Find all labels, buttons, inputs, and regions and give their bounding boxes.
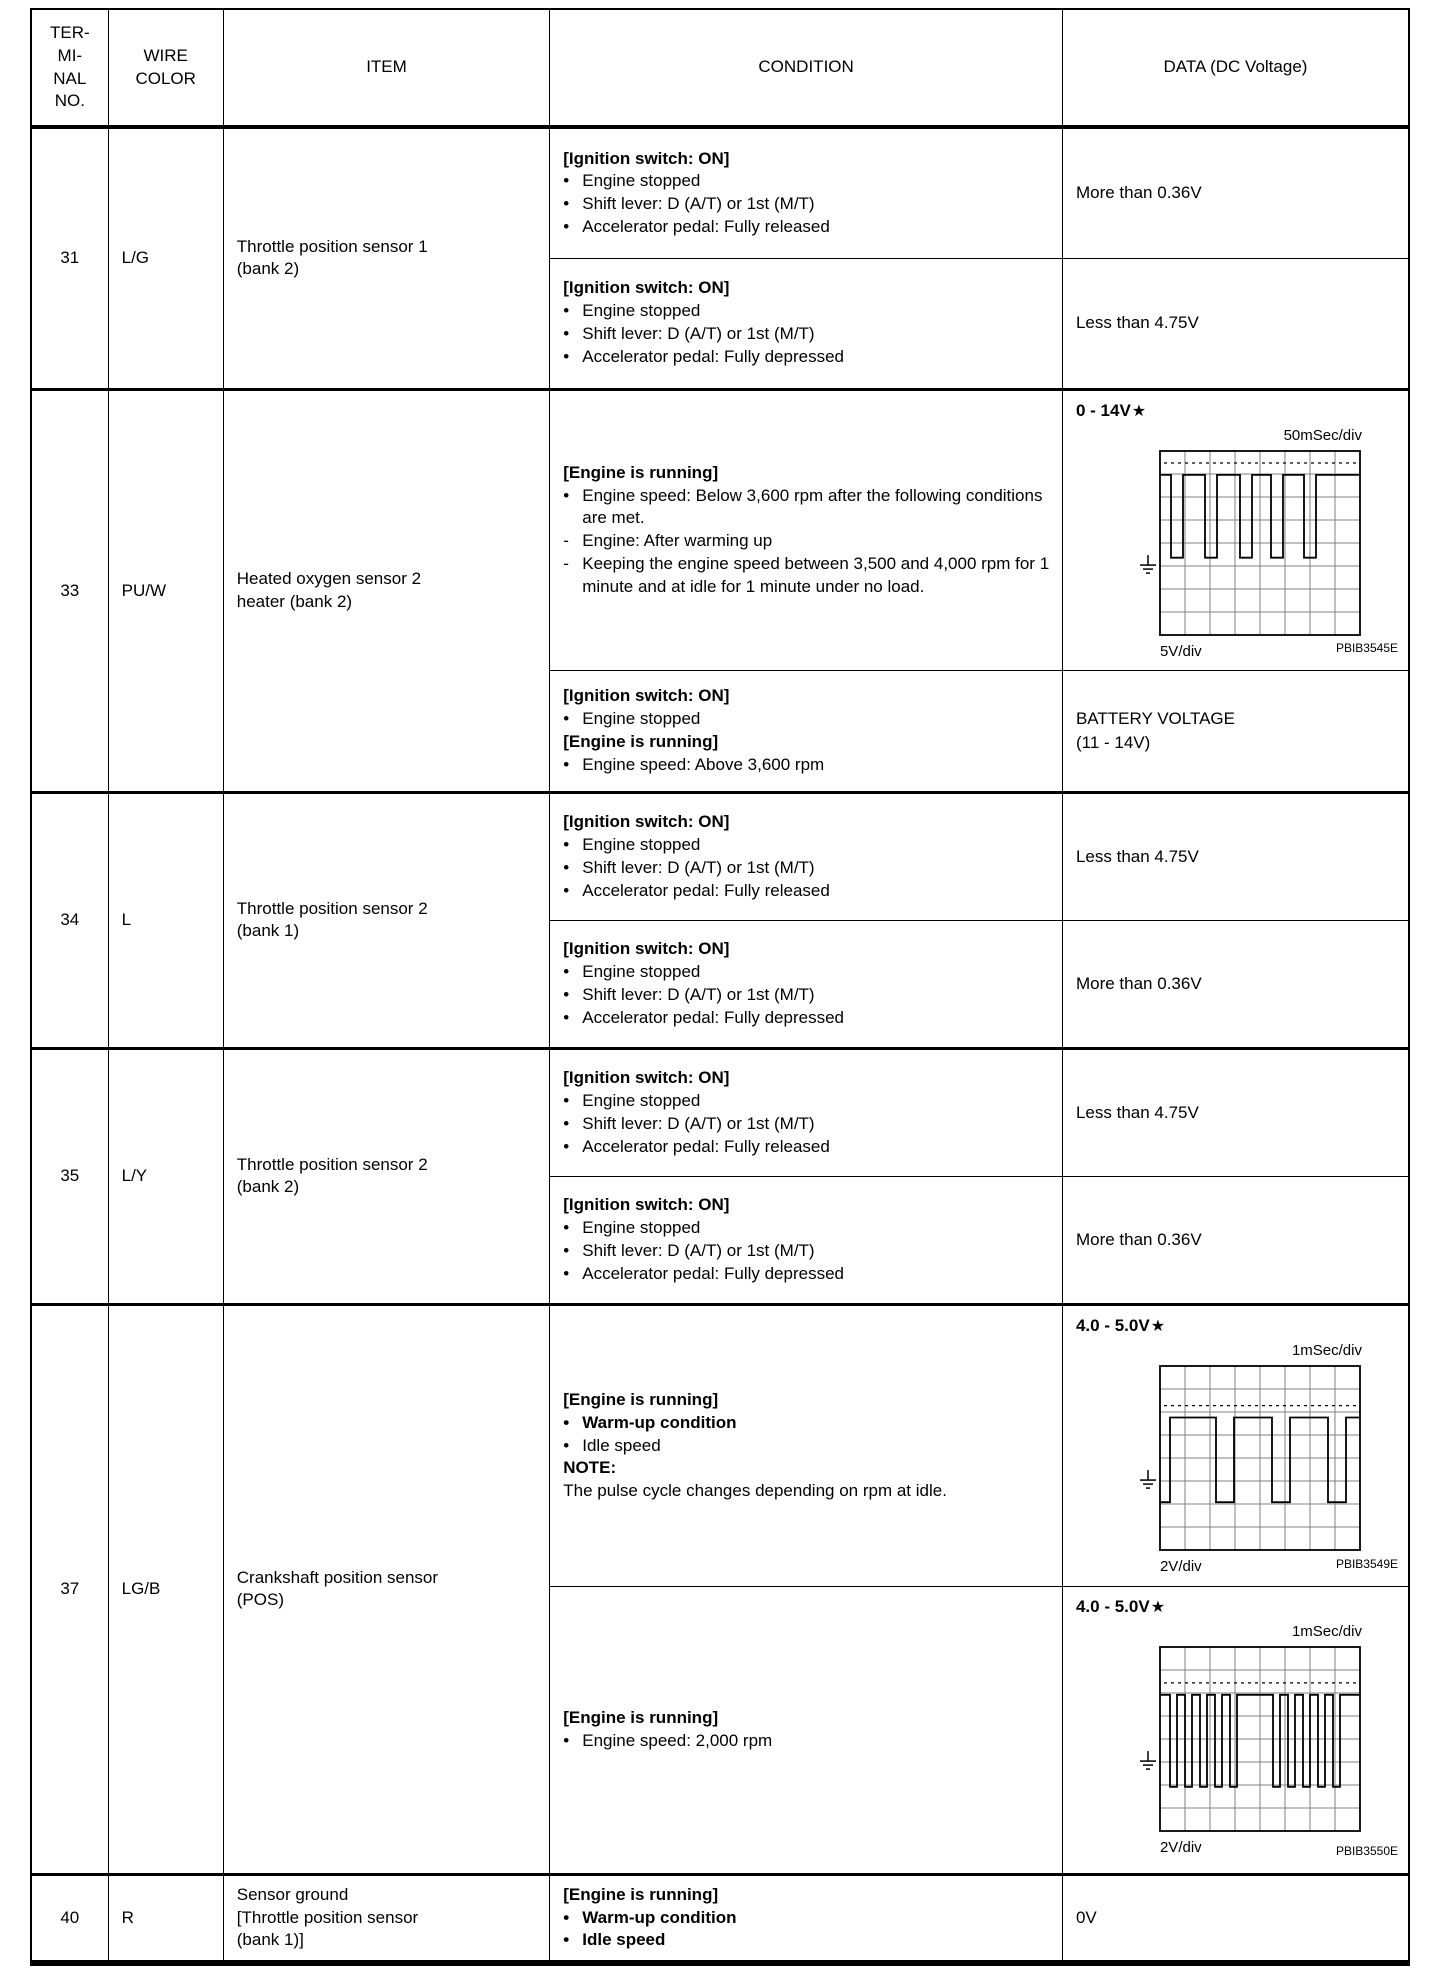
bullet-marker-icon: • — [563, 324, 570, 343]
table-row — [31, 792, 1409, 920]
bullet-marker-icon: • — [563, 1263, 570, 1283]
wire-color: LG/B — [121, 1579, 161, 1599]
volts-per-div-label: 2V/div — [1159, 1839, 1202, 1857]
volts-per-div-label: 5V/div — [1159, 642, 1202, 660]
star-icon: ★ — [1131, 402, 1147, 420]
condition-bullet-line — [563, 984, 1052, 1007]
wire-color-cell — [108, 127, 223, 389]
bullet-marker-icon: • — [563, 1091, 570, 1111]
wire-color-cell — [108, 1048, 223, 1304]
wire-color-cell — [108, 792, 223, 1048]
condition-text: Accelerator pedal: Fully depressed — [582, 1007, 844, 1027]
voltage-range-label — [1076, 1314, 1398, 1338]
header-line: WIRE — [143, 45, 188, 65]
condition-text: Engine stopped — [582, 1218, 701, 1238]
condition-bullet-line — [563, 1240, 1052, 1263]
condition-text: Accelerator pedal: Fully released — [582, 880, 830, 900]
col-header-condition — [550, 9, 1063, 127]
data-value-line: More than 0.36V — [1075, 1229, 1202, 1249]
condition-header-text: [Engine is running] — [563, 731, 719, 751]
condition-text: Engine stopped — [582, 962, 701, 982]
condition-text: Engine stopped — [582, 709, 701, 729]
terminal-no-cell — [31, 1048, 108, 1304]
item-cell — [223, 1304, 549, 1874]
ground-symbol-icon — [1140, 1751, 1156, 1769]
bullet-marker-icon: • — [563, 1730, 570, 1750]
item-line: heater (bank 2) — [236, 591, 353, 611]
volts-per-div-label: 2V/div — [1159, 1558, 1202, 1576]
bullet-marker-icon: • — [563, 984, 570, 1004]
condition-bullet-line — [563, 1217, 1052, 1240]
condition-bullet-line — [563, 1136, 1052, 1159]
oscilloscope-screen — [1138, 1362, 1366, 1554]
condition-header-text: [Ignition switch: ON] — [563, 686, 730, 706]
data-value-line: More than 0.36V — [1075, 183, 1202, 203]
bullet-marker-icon: • — [563, 754, 570, 774]
item-cell — [223, 792, 549, 1048]
col-header-item — [223, 9, 549, 127]
condition-bullet-line — [563, 857, 1052, 880]
condition-cell — [550, 1176, 1063, 1304]
terminal-no-cell — [31, 1874, 108, 1963]
item-line: Crankshaft position sensor — [236, 1567, 439, 1587]
figure-code: PBIB3550E — [1335, 1844, 1398, 1859]
ground-symbol-icon — [1140, 555, 1156, 573]
bullet-marker-icon: • — [563, 301, 570, 321]
condition-bullet-line — [563, 1412, 1052, 1435]
data-value-line: BATTERY VOLTAGE — [1075, 709, 1235, 729]
item-line: (bank 2) — [236, 1177, 300, 1197]
condition-text: Warm-up condition — [582, 1412, 737, 1432]
condition-cell — [550, 389, 1063, 670]
header-line: ITEM — [366, 57, 407, 77]
condition-bullet-line — [563, 834, 1052, 857]
bullet-marker-icon: • — [563, 194, 570, 214]
wire-color: L — [121, 910, 132, 930]
item-cell — [223, 1048, 549, 1304]
star-icon: ★ — [1150, 1317, 1166, 1335]
item-line: (bank 1) — [236, 921, 300, 941]
bullet-marker-icon: • — [563, 1435, 570, 1455]
condition-bullet-line — [563, 1263, 1052, 1286]
table-row — [31, 389, 1409, 670]
oscilloscope-figure — [1138, 425, 1366, 662]
condition-cell — [550, 1874, 1063, 1963]
condition-bullet-line — [563, 754, 1052, 777]
data-value-line: More than 0.36V — [1075, 973, 1202, 993]
item-line: Throttle position sensor 2 — [236, 1154, 428, 1174]
item-line: Throttle position sensor 2 — [236, 898, 428, 918]
data-scope-cell — [1062, 1586, 1409, 1874]
condition-text: Shift lever: D (A/T) or 1st (M/T) — [582, 857, 815, 877]
oscilloscope-figure — [1138, 1621, 1366, 1858]
col-header-data — [1062, 9, 1409, 127]
condition-text: Keeping the engine speed between 3,500 and 4,000 rpm for 1 minute and at idle for 1 minute under no load. — [582, 553, 1050, 596]
header-line: DATA (DC Voltage) — [1163, 57, 1308, 77]
terminal-no: 40 — [60, 1908, 80, 1928]
header-line: MI- — [57, 45, 83, 65]
condition-header-text: [Engine is running] — [563, 1389, 719, 1409]
bullet-marker-icon: • — [563, 1113, 570, 1133]
table-body — [31, 127, 1409, 1963]
condition-bullet-line — [563, 1090, 1052, 1113]
condition-text: Engine stopped — [582, 171, 701, 191]
bullet-marker-icon: • — [563, 709, 570, 729]
condition-text: Accelerator pedal: Fully released — [582, 1136, 830, 1156]
condition-header-text: [Ignition switch: ON] — [563, 278, 730, 298]
ground-symbol-icon — [1140, 1470, 1156, 1488]
time-per-div-label: 1mSec/div — [1291, 1342, 1362, 1360]
voltage-range-value: 0 - 14V — [1075, 400, 1131, 420]
condition-text: Engine speed: Above 3,600 rpm — [582, 754, 825, 774]
condition-cell — [550, 258, 1063, 389]
bullet-marker-icon: • — [563, 1240, 570, 1260]
header-line: COLOR — [135, 68, 196, 88]
condition-bullet-line — [563, 1435, 1052, 1458]
col-header-wire-color — [108, 9, 223, 127]
terminal-no-cell — [31, 127, 108, 389]
condition-header-text: [Engine is running] — [563, 1708, 719, 1728]
data-scope-cell — [1062, 1304, 1409, 1586]
bullet-marker-icon: • — [563, 485, 570, 505]
oscilloscope-figure — [1138, 1340, 1366, 1577]
oscilloscope-screen — [1138, 1643, 1366, 1835]
data-value-cell — [1062, 1874, 1409, 1963]
condition-text: Idle speed — [582, 1930, 666, 1950]
condition-bullet-line — [563, 323, 1052, 346]
time-per-div-label: 1mSec/div — [1291, 1623, 1362, 1641]
figure-code: PBIB3549E — [1335, 1557, 1398, 1572]
condition-text: Shift lever: D (A/T) or 1st (M/T) — [582, 984, 815, 1004]
wire-color: PU/W — [121, 580, 166, 600]
condition-text: Accelerator pedal: Fully depressed — [582, 1263, 844, 1283]
terminal-no-cell — [31, 389, 108, 792]
condition-bullet-line — [563, 1929, 1052, 1952]
data-value-line: (11 - 14V) — [1075, 732, 1151, 752]
header-line: NAL — [53, 68, 87, 88]
bullet-marker-icon: • — [563, 1136, 570, 1156]
bullet-marker-icon: • — [563, 1007, 570, 1027]
header-line: TER- — [49, 22, 90, 42]
bullet-marker-icon: • — [563, 1930, 570, 1950]
condition-text: Shift lever: D (A/T) or 1st (M/T) — [582, 1240, 815, 1260]
condition-bullet-line — [563, 300, 1052, 323]
condition-bullet-line — [563, 346, 1052, 369]
data-value-cell — [1062, 1176, 1409, 1304]
data-scope-cell — [1062, 389, 1409, 670]
wire-color: L/Y — [121, 1166, 148, 1186]
data-value-line: Less than 4.75V — [1075, 846, 1199, 866]
condition-text: Engine stopped — [582, 1091, 701, 1111]
condition-header-text: [Engine is running] — [563, 462, 719, 482]
voltage-range-label — [1076, 1595, 1398, 1619]
terminal-no: 31 — [60, 248, 80, 268]
condition-text: Engine stopped — [582, 835, 701, 855]
condition-bullet-line — [563, 485, 1052, 531]
condition-cell — [550, 1586, 1063, 1874]
item-line: [Throttle position sensor — [236, 1907, 419, 1927]
condition-text: Shift lever: D (A/T) or 1st (M/T) — [582, 194, 815, 214]
item-cell — [223, 127, 549, 389]
condition-bullet-line — [563, 708, 1052, 731]
table-row — [31, 1304, 1409, 1586]
condition-header-text: [Engine is running] — [563, 1884, 719, 1904]
condition-text: Idle speed — [582, 1435, 661, 1455]
bullet-marker-icon: • — [563, 857, 570, 877]
wire-color: R — [121, 1908, 134, 1928]
table-row — [31, 1874, 1409, 1963]
voltage-range-value: 4.0 - 5.0V — [1075, 1315, 1150, 1335]
condition-header-text: [Ignition switch: ON] — [563, 1195, 730, 1215]
bullet-marker-icon: • — [563, 880, 570, 900]
terminal-no: 37 — [60, 1579, 80, 1599]
condition-header-text: [Ignition switch: ON] — [563, 812, 730, 832]
condition-bullet-line — [563, 1730, 1052, 1753]
terminal-no: 33 — [60, 580, 80, 600]
condition-bullet-line — [563, 880, 1052, 903]
bullet-marker-icon: • — [563, 346, 570, 366]
col-header-terminal — [31, 9, 108, 127]
wire-color-cell — [108, 1304, 223, 1874]
data-value-cell — [1062, 792, 1409, 920]
condition-cell — [550, 1304, 1063, 1586]
header-row — [31, 9, 1409, 127]
wire-color: L/G — [121, 248, 150, 268]
item-line: Throttle position sensor 1 — [236, 236, 428, 256]
item-line: (bank 1)] — [236, 1930, 304, 1950]
condition-cell — [550, 1048, 1063, 1176]
voltage-range-label — [1076, 399, 1398, 423]
condition-cell — [550, 792, 1063, 920]
time-per-div-label: 50mSec/div — [1283, 426, 1362, 444]
data-value-cell — [1062, 670, 1409, 792]
condition-plain-text: The pulse cycle changes depending on rpm at idle. — [563, 1481, 947, 1501]
condition-cell — [550, 127, 1063, 258]
condition-header-text: NOTE: — [563, 1458, 617, 1478]
table-row — [31, 127, 1409, 258]
bullet-marker-icon: • — [563, 1412, 570, 1432]
figure-code: PBIB3545E — [1335, 641, 1398, 656]
condition-cell — [550, 920, 1063, 1048]
condition-dash-line — [563, 530, 1052, 553]
condition-dash-line — [563, 553, 1052, 599]
condition-text: Accelerator pedal: Fully depressed — [582, 346, 844, 366]
terminal-no-cell — [31, 1304, 108, 1874]
condition-text: Engine speed: Below 3,600 rpm after the following conditions are met. — [582, 485, 1043, 528]
condition-text: Accelerator pedal: Fully released — [582, 217, 830, 237]
terminal-no: 35 — [60, 1166, 80, 1186]
terminal-no: 34 — [60, 910, 80, 930]
condition-cell — [550, 670, 1063, 792]
spec-table — [30, 8, 1410, 1966]
condition-text: Engine stopped — [582, 301, 701, 321]
condition-bullet-line — [563, 216, 1052, 239]
wire-color-cell — [108, 389, 223, 792]
condition-text: Engine speed: 2,000 rpm — [582, 1730, 773, 1750]
condition-bullet-line — [563, 1907, 1052, 1930]
header-line: NO. — [54, 91, 85, 111]
table-header — [31, 9, 1409, 127]
data-value-cell — [1062, 1048, 1409, 1176]
data-value-cell — [1062, 258, 1409, 389]
header-line: CONDITION — [758, 57, 854, 77]
item-line: (POS) — [236, 1590, 284, 1610]
data-value-line: Less than 4.75V — [1075, 313, 1199, 333]
star-icon: ★ — [1150, 1598, 1166, 1616]
item-line: Sensor ground — [236, 1885, 349, 1905]
condition-header-text: [Ignition switch: ON] — [563, 1068, 730, 1088]
condition-bullet-line — [563, 170, 1052, 193]
data-value-cell — [1062, 920, 1409, 1048]
bullet-marker-icon: • — [563, 217, 570, 237]
condition-text: Warm-up condition — [582, 1907, 737, 1927]
data-value-line: Less than 4.75V — [1075, 1102, 1199, 1122]
bullet-marker-icon: • — [563, 1218, 570, 1238]
table-row — [31, 1048, 1409, 1176]
oscilloscope-screen — [1138, 447, 1366, 639]
condition-bullet-line — [563, 193, 1052, 216]
condition-bullet-line — [563, 961, 1052, 984]
bullet-marker-icon: • — [563, 1907, 570, 1927]
dash-marker-icon: - — [563, 531, 569, 551]
condition-bullet-line — [563, 1113, 1052, 1136]
condition-text: Engine: After warming up — [582, 531, 773, 551]
condition-header-text: [Ignition switch: ON] — [563, 148, 730, 168]
data-value-line: 0V — [1075, 1908, 1097, 1928]
wire-color-cell — [108, 1874, 223, 1963]
data-value-cell — [1062, 127, 1409, 258]
terminal-no-cell — [31, 792, 108, 1048]
condition-text: Shift lever: D (A/T) or 1st (M/T) — [582, 1113, 815, 1133]
bullet-marker-icon: • — [563, 962, 570, 982]
dash-marker-icon: - — [563, 553, 569, 573]
item-cell — [223, 1874, 549, 1963]
item-cell — [223, 389, 549, 792]
voltage-range-value: 4.0 - 5.0V — [1075, 1596, 1150, 1616]
bullet-marker-icon: • — [563, 835, 570, 855]
condition-header-text: [Ignition switch: ON] — [563, 939, 730, 959]
item-line: Heated oxygen sensor 2 — [236, 569, 422, 589]
condition-text: Shift lever: D (A/T) or 1st (M/T) — [582, 324, 815, 343]
bullet-marker-icon: • — [563, 171, 570, 191]
item-line: (bank 2) — [236, 259, 300, 279]
condition-bullet-line — [563, 1007, 1052, 1030]
